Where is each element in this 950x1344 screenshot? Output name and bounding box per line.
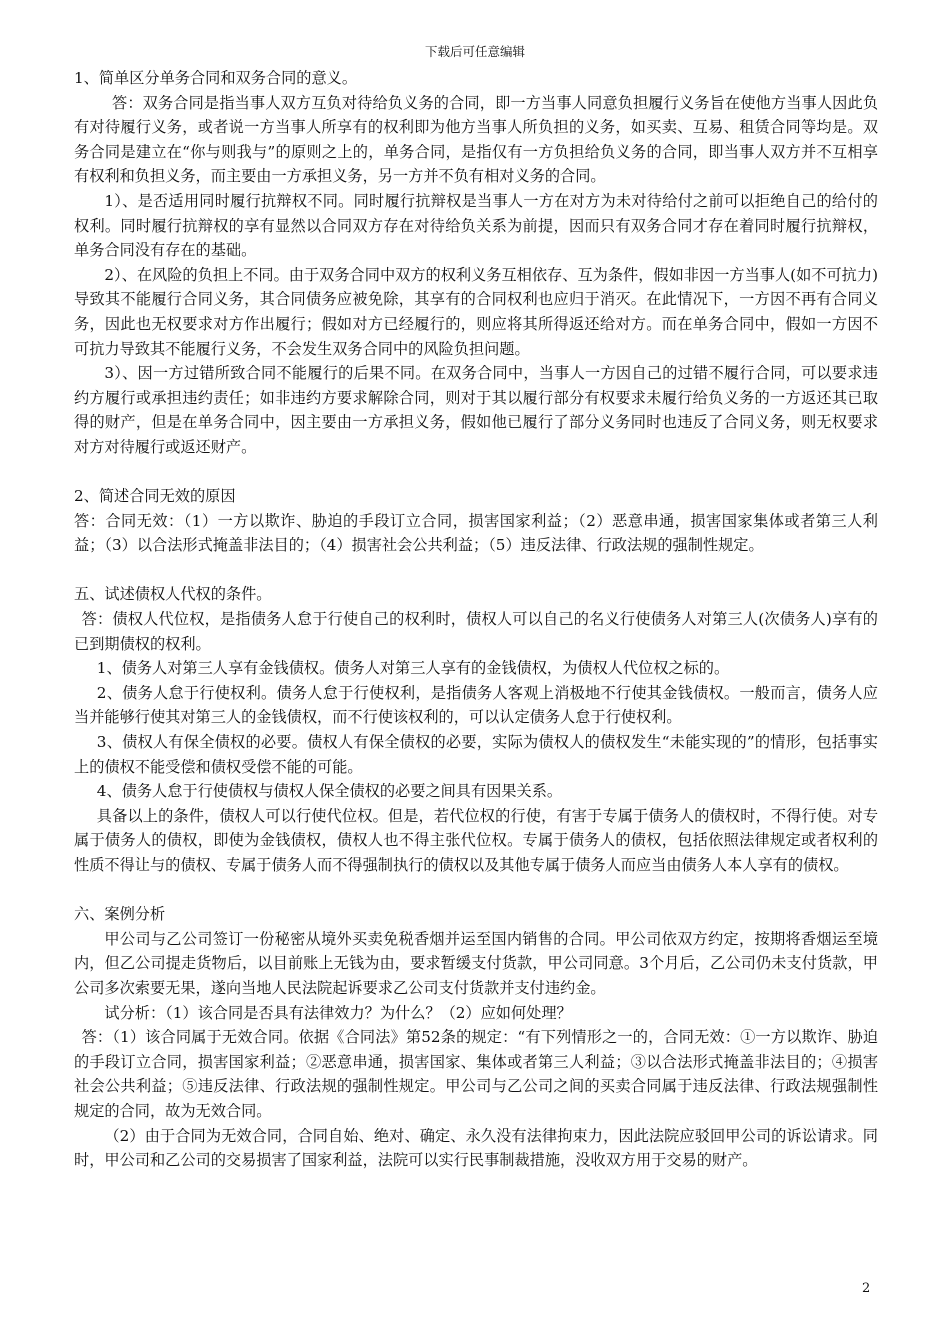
document-body <box>74 66 878 1173</box>
paragraph: 答：合同无效：（1）一方以欺诈、胁迫的手段订立合同，损害国家利益；（2）恶意串通，损害国家集体或者第三人利益；（3）以合法形式掩盖非法目的；（4）损害社会公共利益；（5）违反法律、行政法规的强制性规定。 <box>74 511 878 555</box>
paragraph: 甲公司与乙公司签订一份秘密从境外买卖免税香烟并运至国内销售的合同。甲公司依双方约定，按期将香烟运至境内，但乙公司提走货物后，以目前账上无钱为由，要求暂缓支付货款，甲公司同意。3个月后，乙公司仍未支付货款，甲公司多次索要无果，遂向当地人民法院起诉要求乙公司支付货款并支付违约金。 <box>74 929 878 997</box>
paragraph: 具备以上的条件，债权人可以行使代位权。但是，若代位权的行使，有害于专属于债务人的债权时，不得行使。对专属于债务人的债权，即使为金钱债权，债权人也不得主张代位权。专属于债务人的债权，包括依照法律规定或者权利的性质不得让与的债权、专属于债务人而不得强制执行的债权以及其他专属于债务人而应当由债务人本人享有的债权。 <box>74 806 878 874</box>
paragraph: 试分析：（1）该合同是否具有法律效力？为什么？（2）应如何处理？ <box>104 1003 572 1022</box>
page-number: 2 <box>862 1281 871 1296</box>
paragraph: 3）、因一方过错所致合同不能履行的后果不同。在双务合同中，当事人一方因自己的过错不履行合同，可以要求违约方履行或承担违约责任；如非违约方要求解除合同，则对于其以履行部分有权要求未履行给负义务的一方返还其已取得的财产，但是在单务合同中，因主要由一方承担义务，假如他已履行了部分义务同时也违反了合同义务，则无权要求对方对待履行或返还财产。 <box>74 364 878 456</box>
page-header: 下载后可任意编辑 <box>424 44 525 59</box>
paragraph: 2）、在风险的负担上不同。由于双务合同中双方的权利义务互相依存、互为条件，假如非因一方当事人(如不可抗力)导致其不能履行合同义务，其合同债务应被免除，其享有的合同权利也应归于消灭。在此情况下，一方因不再有合同义务，因此也无权要求对方作出履行；假如对方已经履行的，则应将其所得返还给对方。而在单务合同中，假如一方因不可抗力导致其不能履行义务，不会发生双务合同中的风险负担问题。 <box>74 265 878 358</box>
paragraph: 4、债务人怠于行使债权与债权人保全债权的必要之间具有因果关系。 <box>96 782 563 801</box>
paragraph: 1）、是否适用同时履行抗辩权不同。同时履行抗辩权是当事人一方在对方为未对待给付之前可以拒绝自己的给付的权利。同时履行抗辩权的享有显然以合同双方存在对待给负关系为前提，因而只有双务合同才存在着同时履行抗辩权，单务合同没有存在的基础。 <box>74 191 878 260</box>
paragraph: （2）由于合同为无效合同，合同自始、绝对、确定、永久没有法律拘束力，因此法院应驳回甲公司的诉讼请求。同时，甲公司和乙公司的交易损害了国家利益，法院可以实行民事制裁措施，没收双方用于交易的财产。 <box>74 1126 878 1170</box>
section-title: 六、案例分析 <box>74 905 166 924</box>
section-title: 五、试述债权人代权的条件。 <box>74 585 272 604</box>
paragraph: 答：债权人代位权，是指债务人怠于行使自己的权利时，债权人可以自己的名义行使债务人对第三人(次债务人)享有的已到期债权的权利。 <box>74 610 878 653</box>
paragraph: 答：（1）该合同属于无效合同。依据《合同法》第52条的规定：“有下列情形之一的，合同无效：①一方以欺诈、胁迫的手段订立合同，损害国家利益；②恶意串通，损害国家、集体或者第三人利益；③以合法形式掩盖非法目的；④损害社会公共利益；⑤违反法律、行政法规的强制性规定。甲公司与乙公司之间的买卖合同属于违反法律、行政法规强制性规定的合同，故为无效合同。 <box>74 1028 878 1120</box>
section-title: 1、简单区分单务合同和双务合同的意义。 <box>74 69 358 87</box>
paragraph: 1、债务人对第三人享有金钱债权。债务人对第三人享有的金钱债权，为债权人代位权之标的。 <box>96 659 730 678</box>
section-title: 2、简述合同无效的原因 <box>74 487 236 506</box>
paragraph: 2、债务人怠于行使权利。债务人怠于行使权利，是指债务人客观上消极地不行使其金钱债权。一般而言，债务人应当并能够行使其对第三人的金钱债权，而不行使该权利的，可以认定债务人怠于行使权利。 <box>74 683 878 727</box>
paragraph: 答：双务合同是指当事人双方互负对待给负义务的合同，即一方当事人同意负担履行义务旨在使他方当事人因此负有对待履行义务，或者说一方当事人所享有的权利即为他方当事人所负担的义务，如买卖、互易、租赁合同等均是。双务合同是建立在“你与则我与”的原则之上的，单务合同，是指仅有一方负担给负义务的合同，即当事人双方并不互相享有权利和负担义务，而主要由一方承担义务，另一方并不负有相对义务的合同。 <box>74 93 878 186</box>
paragraph: 3、债权人有保全债权的必要。债权人有保全债权的必要，实际为债权人的债权发生“未能实现的”的情形，包括事实上的债权不能受偿和债权受偿不能的可能。 <box>74 733 878 776</box>
